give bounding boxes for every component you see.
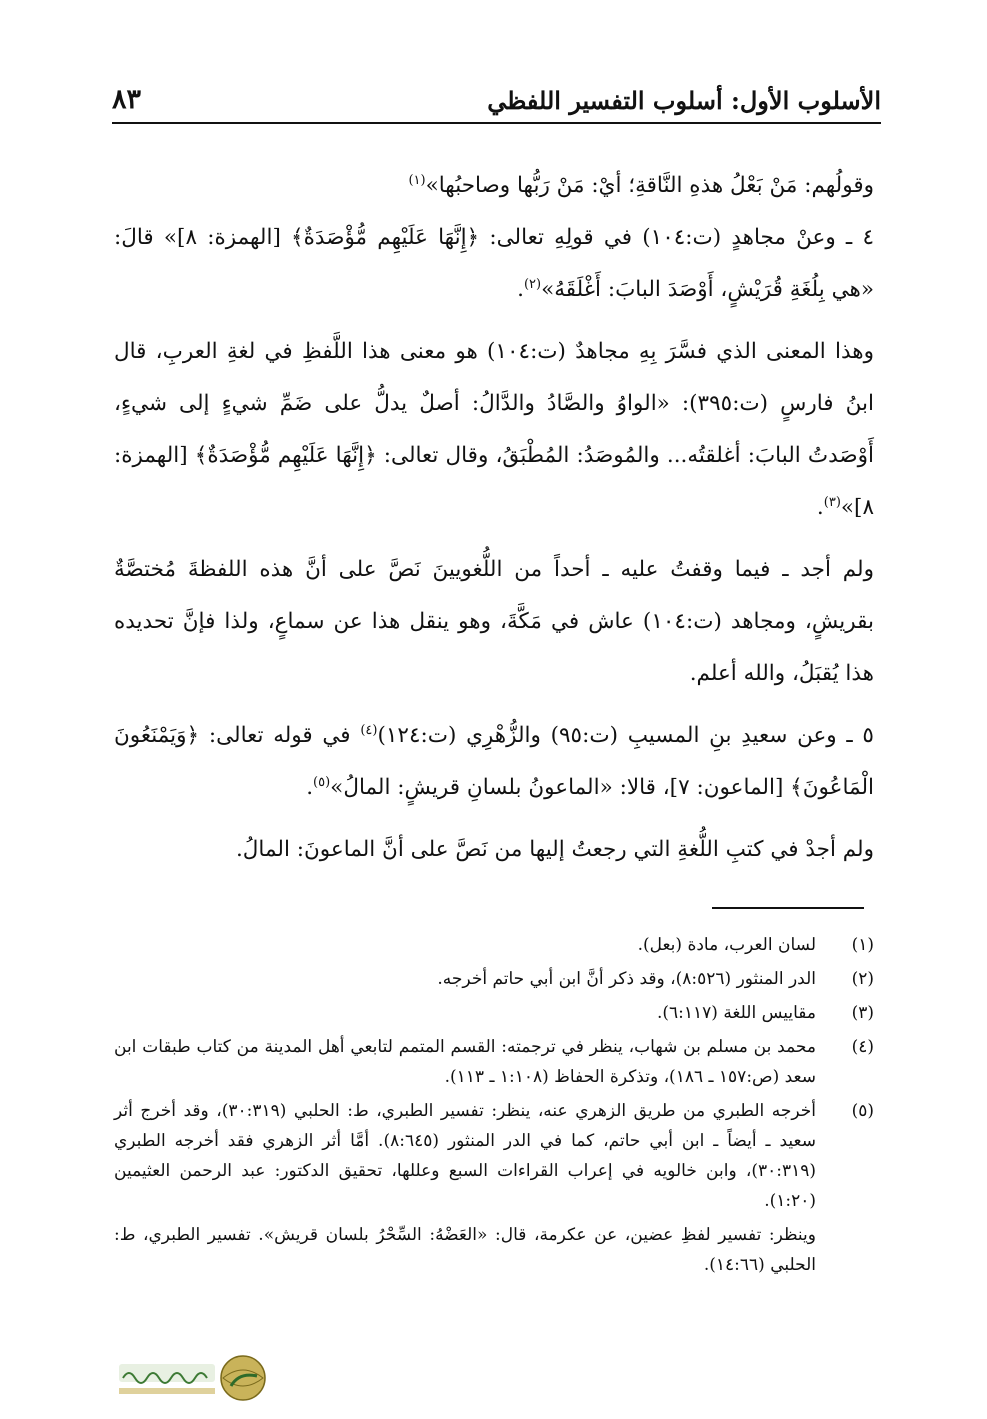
footnote-3: (٣) مقاييس اللغة (٦:١١٧).: [656, 1003, 874, 1023]
paragraph-2: ٤ ـ وعنْ مجاهدٍ (ت:١٠٤) في قولِهِ تعالى: ﴿إِنَّهَا عَلَيْهِم مُّؤْصَدَةٌ﴾ [الهمزة: ٨]» قالَ: «هي بِلُغَةِ قُرَيْشٍ، أَوْصَدَ البابَ: أَغْلَقَهُ»$^{(٢)}$.: [114, 225, 874, 302]
main-text: [114, 160, 874, 876]
footnote-5-continued: وينظر: تفسير لفظِ عضين، عن عكرمة، قال: «العَضْهُ: السِّحْرُ بلسان قريش». تفسير الطبري، ط: الحلبي (١٤:٦٦).: [114, 1225, 816, 1275]
footnote-ref-2: (٢): [523, 276, 542, 292]
footnote-ref-5: (٥): [313, 774, 331, 790]
paragraph-5: ٥ ـ وعن سعيدِ بنِ المسيبِ (ت:٩٥) والزُّهْرِي (ت:١٢٤)$^{(٤)}$ في قوله تعالى: ﴿وَيَمْنَعُونَ الْمَاعُونَ﴾ [الماعون: ٧]، قالا: «الماعونُ بلسانِ قريشٍ: المالُ»$^{(٥)}$.: [114, 722, 874, 800]
tafsir-center-logo: [115, 1350, 275, 1410]
footnote-separator: [712, 907, 864, 909]
footnote-1: (١) لسان العرب، مادة (بعل).: [637, 935, 874, 955]
footnote-ref-3: (٣): [823, 494, 841, 510]
footnote-5: (٥) أخرجه الطبري من طريق الزهري عنه، ينظر: تفسير الطبري، ط: الحلبي (٣٠:٣١٩)، وقد أخرج أثر سعيد ـ أيضاً ـ ابن أبي حاتم، كما في الدر المنثور (٨:٦٤٥). أمَّا أثر الزهري فقد أخرجه الطبري (٣٠:٣١٩)، وابن خالويه في إعراب القراءات السبع وعللها، تحقيق الدكتور: عبد الرحمن العثيمين (١:٢٠).: [114, 1101, 874, 1211]
footnote-ref-4: (٤): [360, 722, 378, 738]
header-rule: [112, 122, 881, 124]
page-number: ٨٣: [112, 84, 142, 115]
footnote-2: (٢) الدر المنثور (٨:٥٢٦)، وقد ذكر أنَّ ابن أبي حاتم أخرجه.: [437, 969, 874, 989]
paragraph-1: وقولُهم: مَنْ بَعْلُ هذهِ النَّاقةِ؛ أيْ: مَنْ رَبُّها وصاحبُها»$^{(١)}$: [408, 172, 874, 198]
footnote-ref-1: (١): [408, 172, 426, 188]
paragraph-6: ولم أجدْ في كتبِ اللُّغةِ التي رجعتُ إليها من نَصَّ على أنَّ الماعونَ: المالُ.: [235, 837, 874, 862]
running-title: الأسلوب الأول: أسلوب التفسير اللفظي: [487, 86, 881, 115]
footnote-4: (٤) محمد بن مسلم بن شهاب، ينظر في ترجمته: القسم المتمم لتابعي أهل المدينة من كتاب طبقات ابن سعد (ص:١٥٧ ـ ١٨٦)، وتذكرة الحفاظ (١:١٠٨ ـ ١١٣).: [114, 1037, 874, 1087]
paragraph-4: ولم أجد ـ فيما وقفتُ عليه ـ أحداً من اللُّغويينَ نَصَّ على أنَّ هذه اللفظةَ مُختصَّةٌ بقريشٍ، ومجاهد (ت:١٠٤) عاش في مَكَّةَ، وهو ينقل هذا عن سماعٍ، ولذا فإنَّ تحديده هذا يُقبَلُ، والله أعلم.: [114, 557, 874, 686]
footnotes: [114, 930, 874, 1284]
paragraph-3: وهذا المعنى الذي فسَّرَ بِهِ مجاهدٌ (ت:١٠٤) هو معنى هذا اللَّفظِ في لغةِ العربِ، قال ابنُ فارسٍ (ت:٣٩٥): «الواوُ والصَّادُ والدَّالُ: أصلٌ يدلُّ على ضَمِّ شيءٍ إلى شيءٍ، أَوْصَدتُ البابَ: أغلقتُه... والمُوصَدُ: المُطْبَقُ، وقال تعالى: ﴿إِنَّهَا عَلَيْهِم مُّؤْصَدَةٌ﴾ [الهمزة: ٨]»$^{(٣)}$.: [114, 339, 874, 520]
page-header: [112, 78, 881, 124]
